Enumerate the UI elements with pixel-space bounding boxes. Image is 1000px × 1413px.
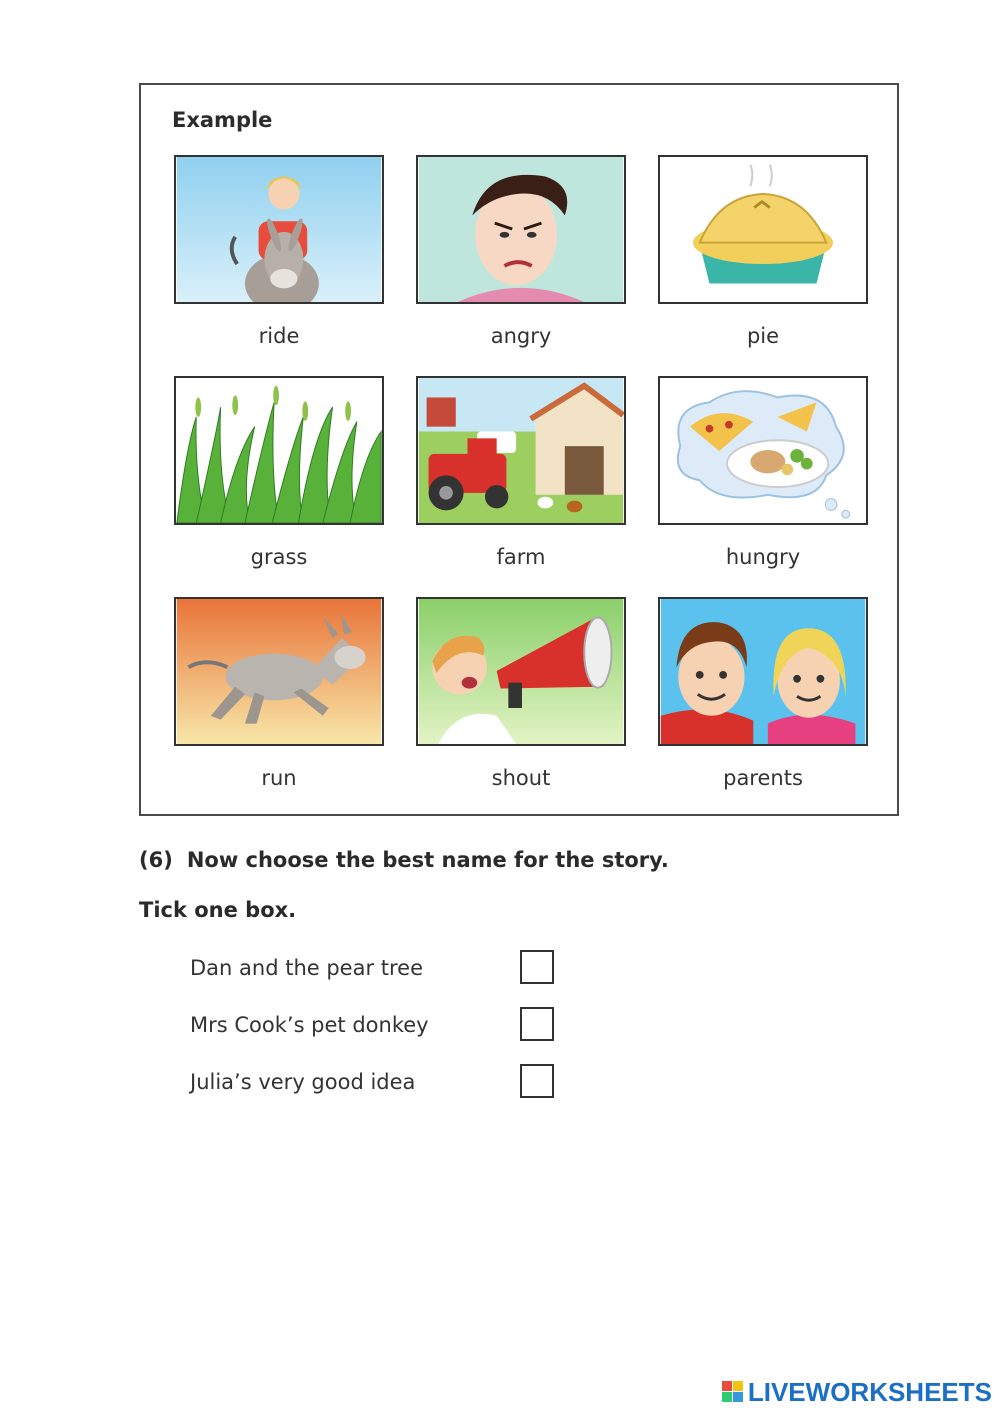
question-text: Now choose the best name for the story. <box>186 848 669 872</box>
picture-card-hungry <box>658 376 868 569</box>
example-label: Example <box>172 108 273 132</box>
grass-icon <box>174 376 384 525</box>
picture-card-pie <box>658 155 868 348</box>
word-label: shout <box>491 766 551 790</box>
option-checkbox[interactable] <box>520 1064 554 1098</box>
option-checkbox[interactable] <box>520 1007 554 1041</box>
food-thought-bubble-icon <box>658 376 868 525</box>
angry-woman-icon <box>416 155 626 304</box>
girl-riding-donkey-icon <box>174 155 384 304</box>
option-label: Mrs Cook’s pet donkey <box>190 1013 429 1037</box>
brand-text: LIVEWORKSHEETS <box>747 1376 992 1407</box>
word-label: hungry <box>725 545 801 569</box>
option-label: Julia’s very good idea <box>190 1070 416 1094</box>
picture-card-ride <box>174 155 384 348</box>
question-number: (6) <box>139 848 173 872</box>
word-label: pie <box>746 324 780 348</box>
word-label: ride <box>258 324 300 348</box>
boy-and-girl-icon <box>658 597 868 746</box>
question-heading <box>139 848 669 872</box>
liveworksheets-logo <box>722 1377 992 1407</box>
girl-megaphone-icon <box>416 597 626 746</box>
picture-card-farm <box>416 376 626 569</box>
option-checkbox[interactable] <box>520 950 554 984</box>
word-label: angry <box>490 324 552 348</box>
word-label: grass <box>250 545 308 569</box>
word-label: run <box>261 766 297 790</box>
word-label: parents <box>723 766 803 790</box>
picture-card-run <box>174 597 384 790</box>
picture-card-shout <box>416 597 626 790</box>
picture-card-grass <box>174 376 384 569</box>
pie-icon <box>658 155 868 304</box>
word-label: farm <box>496 545 546 569</box>
instruction: Tick one box. <box>139 898 297 922</box>
brand-logo-icon <box>722 1381 744 1403</box>
running-donkey-icon <box>174 597 384 746</box>
picture-card-parents <box>658 597 868 790</box>
option-label: Dan and the pear tree <box>190 956 424 980</box>
picture-card-angry <box>416 155 626 348</box>
farm-icon <box>416 376 626 525</box>
